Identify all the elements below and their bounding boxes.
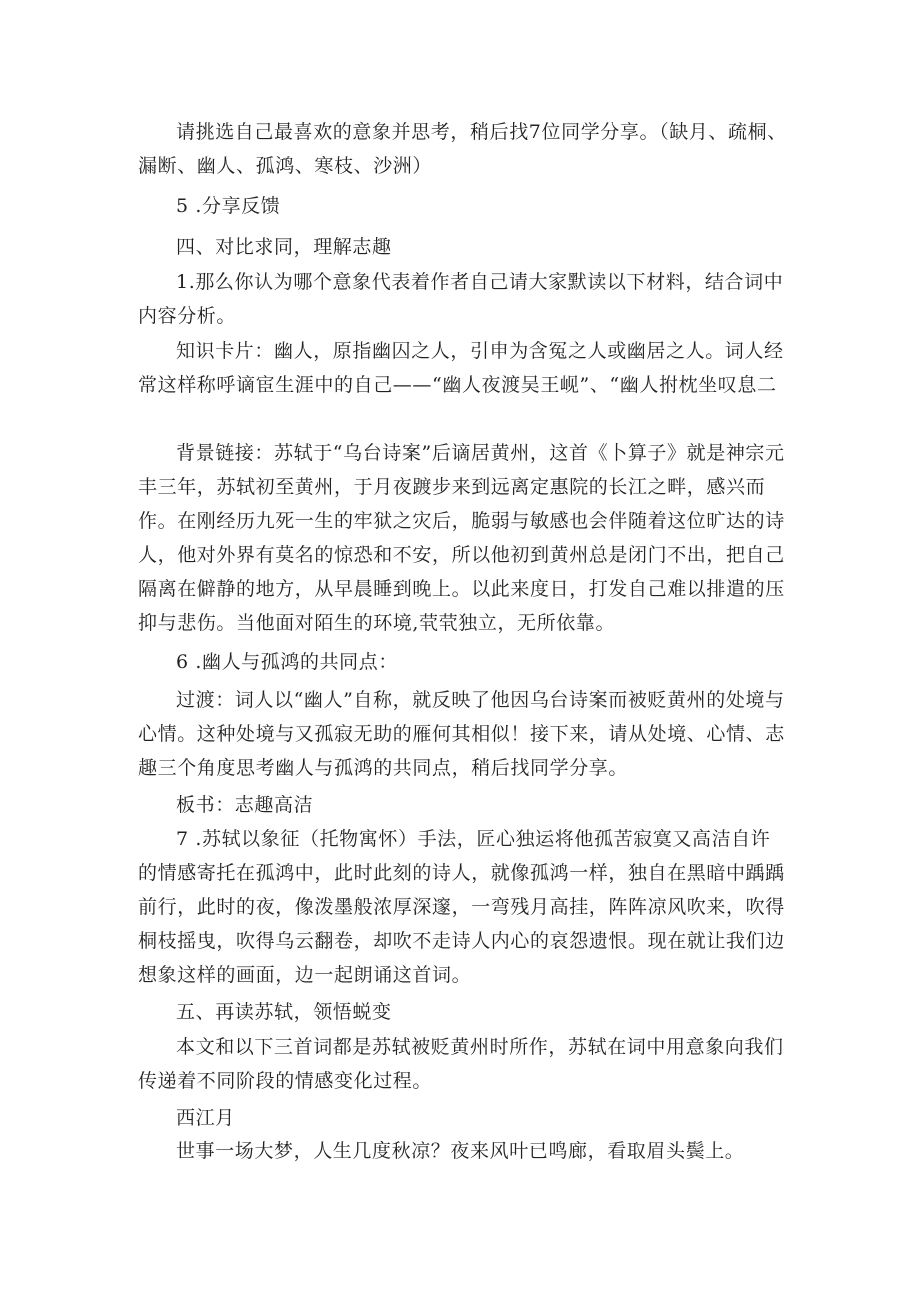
board-note: 板书：志趣高洁 (176, 794, 314, 816)
paragraph-background-link: 背景链接：苏轼于“乌台诗案”后谪居黄州，这首《卜算子》就是神宗元丰三年，苏轼初至黄州，于月夜踱步来到远离定惠院的长江之畔，感兴而作。在刚经历九死一生的牢狱之灾后，脆弱与敏感也会伴随着这位旷达的诗人，他对外界有莫名的惊恐和不安，所以他初到黄州总是闭门不出，把自己隔离在僻静的地方，从早晨睡到晚上。以此来度日，打发自己难以排遣的压抑与悲伤。当他面对陌生的环境,茕茕独立，无所依靠。 (138, 442, 785, 634)
poem-line: 世事一场大梦，人生几度秋凉？夜来风叶已鸣廊，看取眉头鬓上。 (176, 1140, 745, 1162)
paragraph-transition: 过渡：词人以“幽人”自称，就反映了他因乌台诗案而被贬黄州的处境与心情。这种处境与又孤寂无助的雁何其相似！接下来，请从处境、心情、志趣三个角度思考幽人与孤鸿的共同点，稍后找同学分享。 (138, 689, 785, 779)
paragraph-imagery-task: 请挑选自己最喜欢的意象并思考，稍后找7位同学分享。（缺月、疏桐、漏断、幽人、孤鸿、寒枝、沙洲） (138, 121, 787, 177)
paragraph-knowledge-card: 知识卡片：幽人，原指幽囚之人，引申为含冤之人或幽居之人。词人经常这样称呼谪宦生涯中的自己——“幽人夜渡吴王岘”、“幽人拊枕坐叹息二 (138, 340, 784, 396)
poem-title: 西江月 (176, 1107, 235, 1129)
section-4-heading: 四、对比求同，理解志趣 (176, 236, 392, 258)
paragraph-intro-poems: 本文和以下三首词都是苏轼被贬黄州时所作，苏轼在词中用意象向我们传递着不同阶段的情感变化过程。 (138, 1036, 784, 1092)
step-5-heading: 5 .分享反馈 (176, 195, 281, 217)
section-5-heading: 五、再读苏轼，领悟蜕变 (176, 1001, 392, 1023)
step-6-heading: 6 .幽人与孤鸿的共同点： (176, 651, 398, 673)
paragraph-question-1: 1.那么你认为哪个意象代表着作者自己请大家默读以下材料，结合词中内容分析。 (138, 271, 784, 327)
paragraph-step-7: 7 .苏轼以象征（托物寓怀）手法，匠心独运将他孤苦寂寞又高洁自许的情感寄托在孤鸿中，此时此刻的诗人，就像孤鸿一样，独自在黑暗中踽踽前行，此时的夜，像泼墨般浓厚深邃，一弯残月高挂，阵阵凉风吹来，吹得桐枝摇曳，吹得乌云翻卷，却吹不走诗人内心的哀怨遗恨。现在就让我们边想象这样的画面，边一起朗诵这首词。 (138, 828, 785, 986)
